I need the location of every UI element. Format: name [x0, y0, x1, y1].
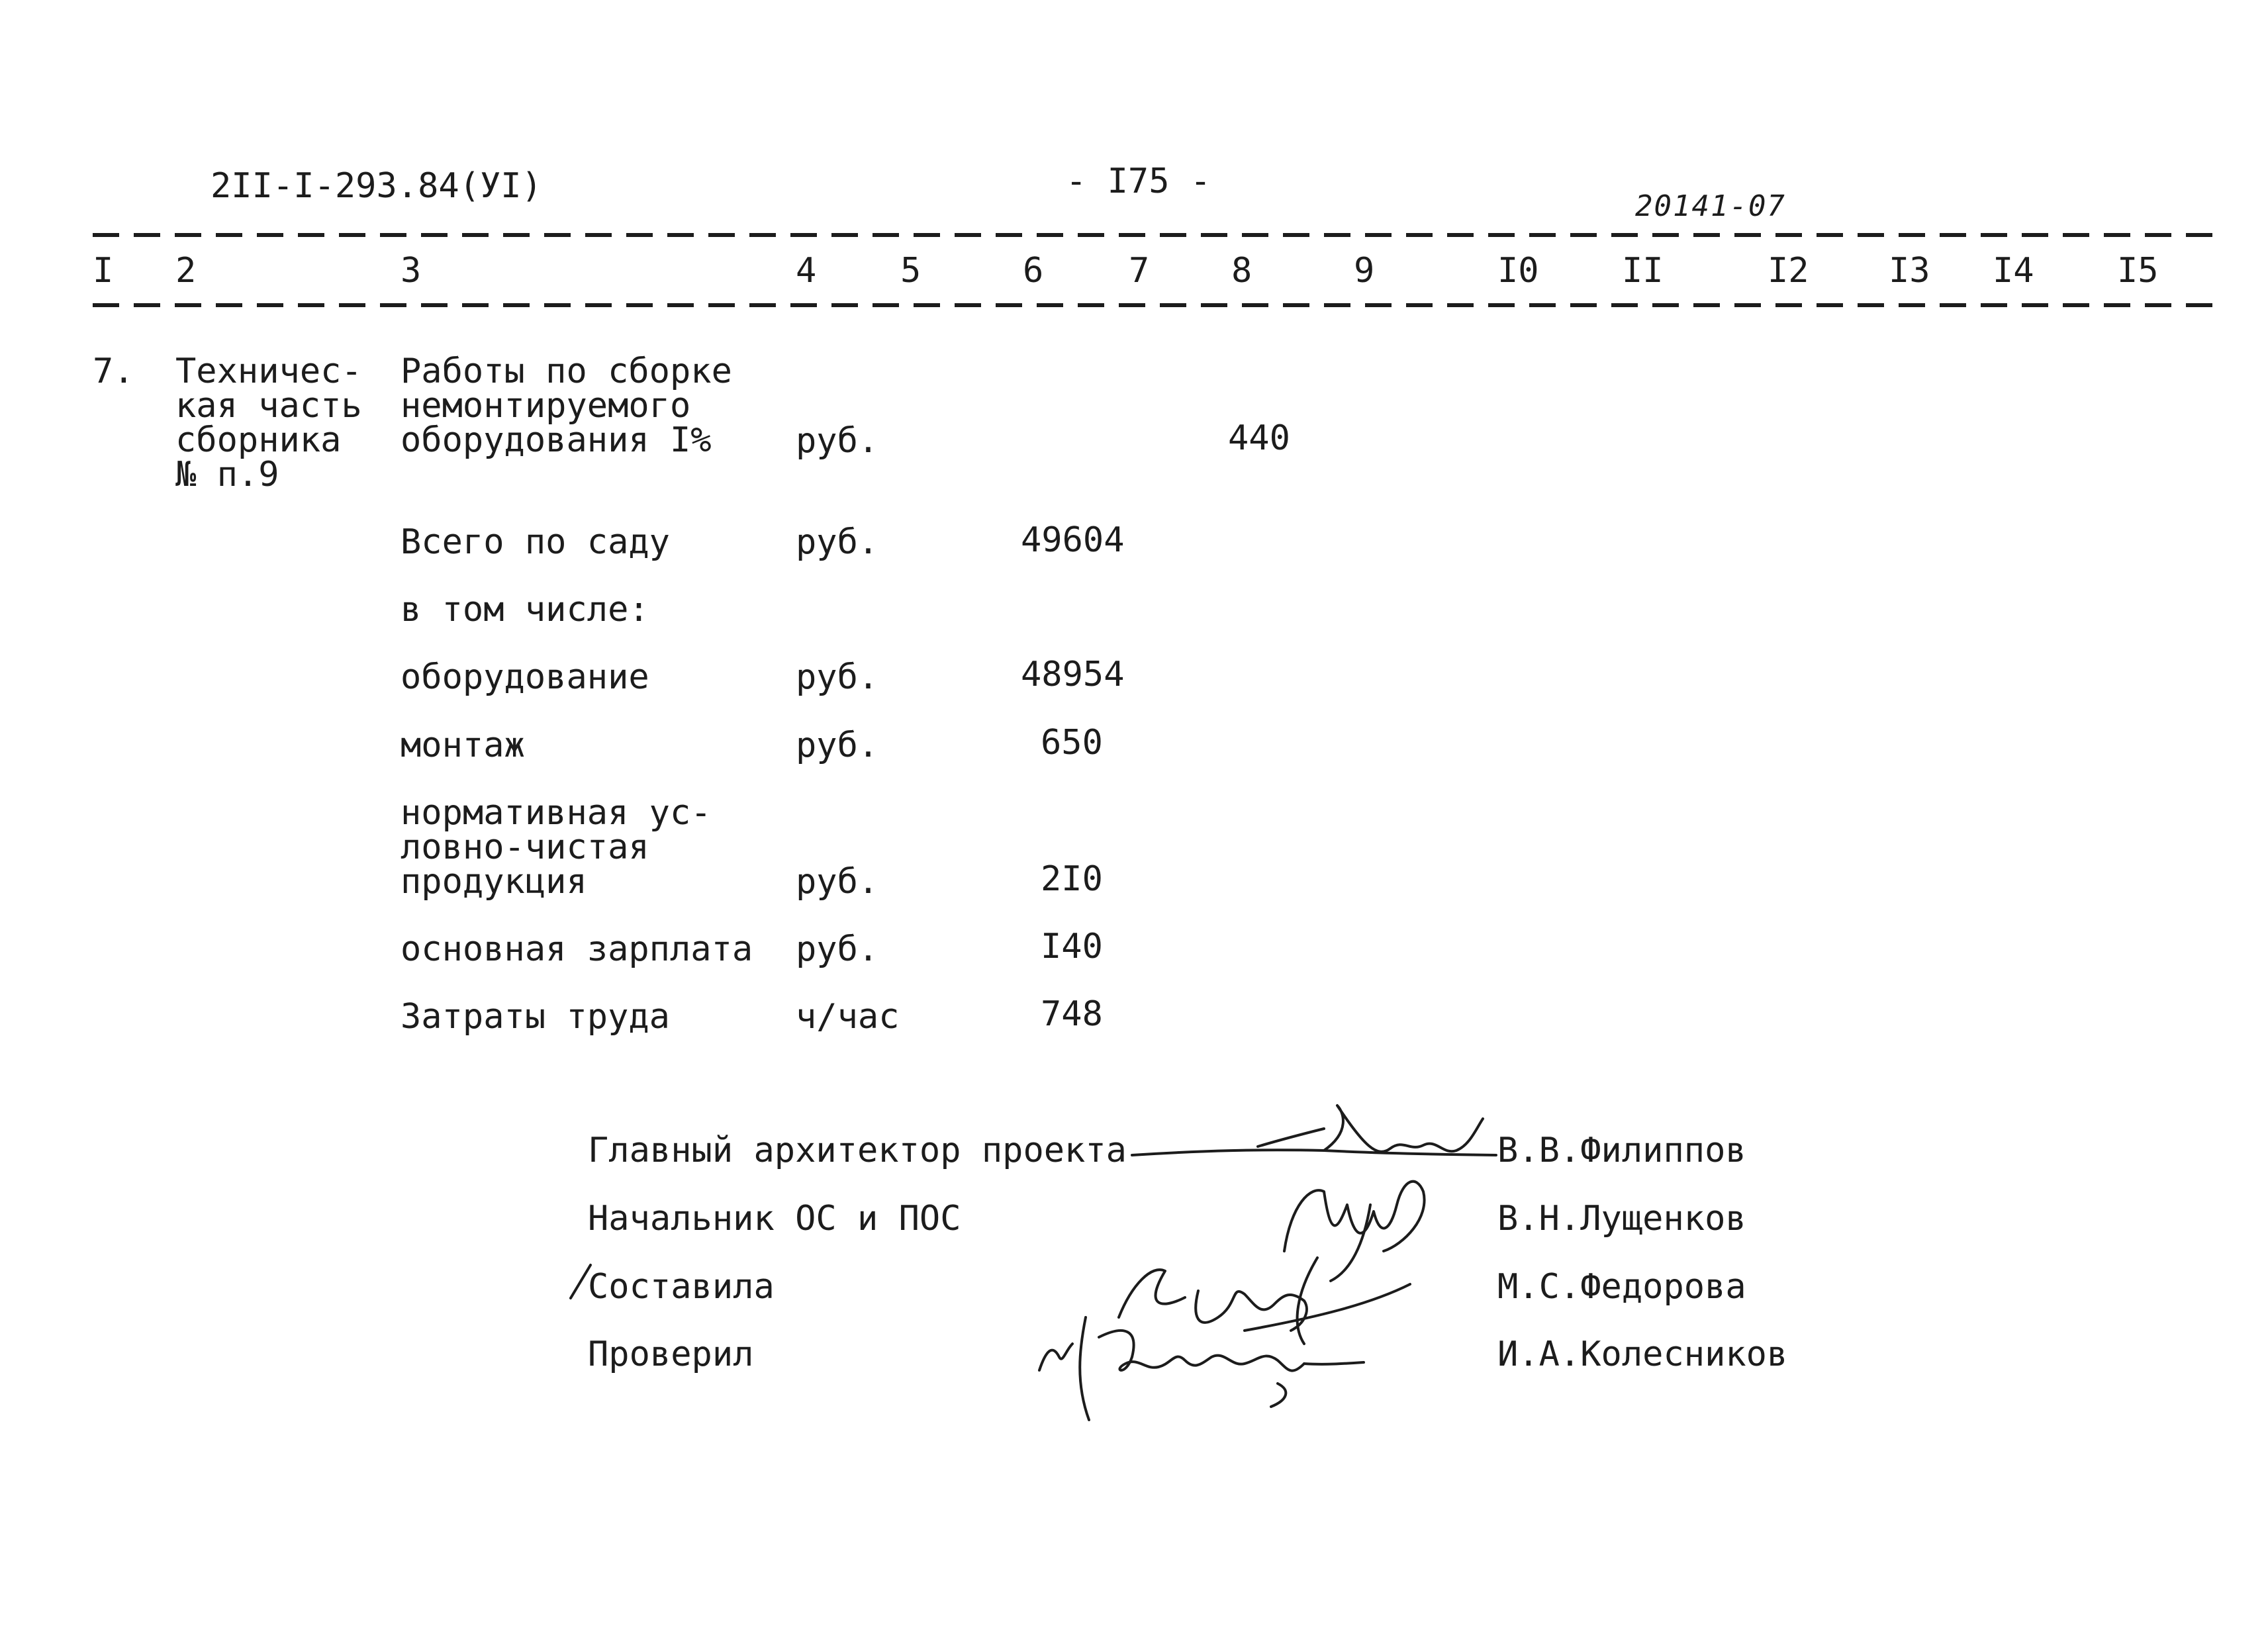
- column-number: I4: [1993, 251, 2034, 291]
- entry-number: 7.: [93, 352, 134, 391]
- total-label: в том числе:: [401, 590, 649, 630]
- column-number: I2: [1768, 251, 1809, 291]
- signature-role: Главный архитектор проекта: [588, 1131, 1127, 1170]
- total-label: монтаж: [401, 726, 525, 765]
- total-value: 48954: [1021, 655, 1125, 694]
- total-label: Всего по саду: [401, 522, 670, 562]
- signature-role: Начальник ОС и ПОС: [588, 1199, 961, 1239]
- column-number: I: [93, 251, 114, 291]
- total-label: оборудование: [401, 657, 649, 697]
- total-unit: руб.: [796, 726, 879, 765]
- page-number: - I75 -: [1066, 162, 1211, 201]
- total-unit: руб.: [796, 862, 879, 902]
- handwritten-signature-icon: [1026, 1297, 1370, 1430]
- column-number: 6: [1023, 251, 1044, 291]
- total-unit: руб.: [796, 929, 879, 969]
- column-number: I0: [1497, 251, 1539, 291]
- signature-name: И.А.Колесников: [1497, 1335, 1788, 1374]
- column-number: I3: [1889, 251, 1930, 291]
- signature-name: В.Н.Лущенков: [1497, 1199, 1746, 1239]
- column-number: 4: [796, 251, 817, 291]
- total-value: 650: [1041, 723, 1103, 763]
- entry-source: Техничес- кая часть сборника № п.9: [175, 352, 362, 494]
- header-rule-bottom: [93, 303, 2218, 307]
- column-number: II: [1622, 251, 1664, 291]
- signature-role: Проверил: [588, 1335, 754, 1374]
- entry-unit: руб.: [796, 421, 879, 461]
- total-label: основная зарплата: [401, 929, 753, 969]
- signature-name: М.С.Федорова: [1497, 1267, 1746, 1307]
- document-code: 2II-I-293.84(УI): [211, 166, 542, 206]
- total-label: нормативная ус- ловно-чистая продукция: [401, 793, 712, 902]
- tick-mark-icon: [568, 1261, 594, 1301]
- signature-name: В.В.Филиппов: [1497, 1131, 1746, 1170]
- archive-stamp: 20141-07: [1635, 189, 1786, 223]
- total-unit: ч/час: [796, 997, 900, 1037]
- column-number: 3: [401, 251, 422, 291]
- column-number: 7: [1129, 251, 1150, 291]
- column-number: 2: [175, 251, 197, 291]
- total-value: 49604: [1021, 520, 1125, 560]
- column-number: I5: [2117, 251, 2159, 291]
- column-number: 8: [1231, 251, 1252, 291]
- total-value: 748: [1041, 994, 1103, 1034]
- total-unit: руб.: [796, 657, 879, 697]
- entry-work: Работы по сборке немонтируемого оборудования I%: [401, 352, 732, 460]
- column-number: 5: [900, 251, 921, 291]
- entry-value-col8: 440: [1228, 418, 1290, 458]
- signature-role: Составила: [588, 1267, 775, 1307]
- total-unit: руб.: [796, 522, 879, 562]
- total-label: Затраты труда: [401, 997, 670, 1037]
- header-rule-top: [93, 233, 2218, 237]
- column-number: 9: [1354, 251, 1375, 291]
- total-value: 2I0: [1041, 859, 1103, 899]
- total-value: I40: [1041, 927, 1103, 966]
